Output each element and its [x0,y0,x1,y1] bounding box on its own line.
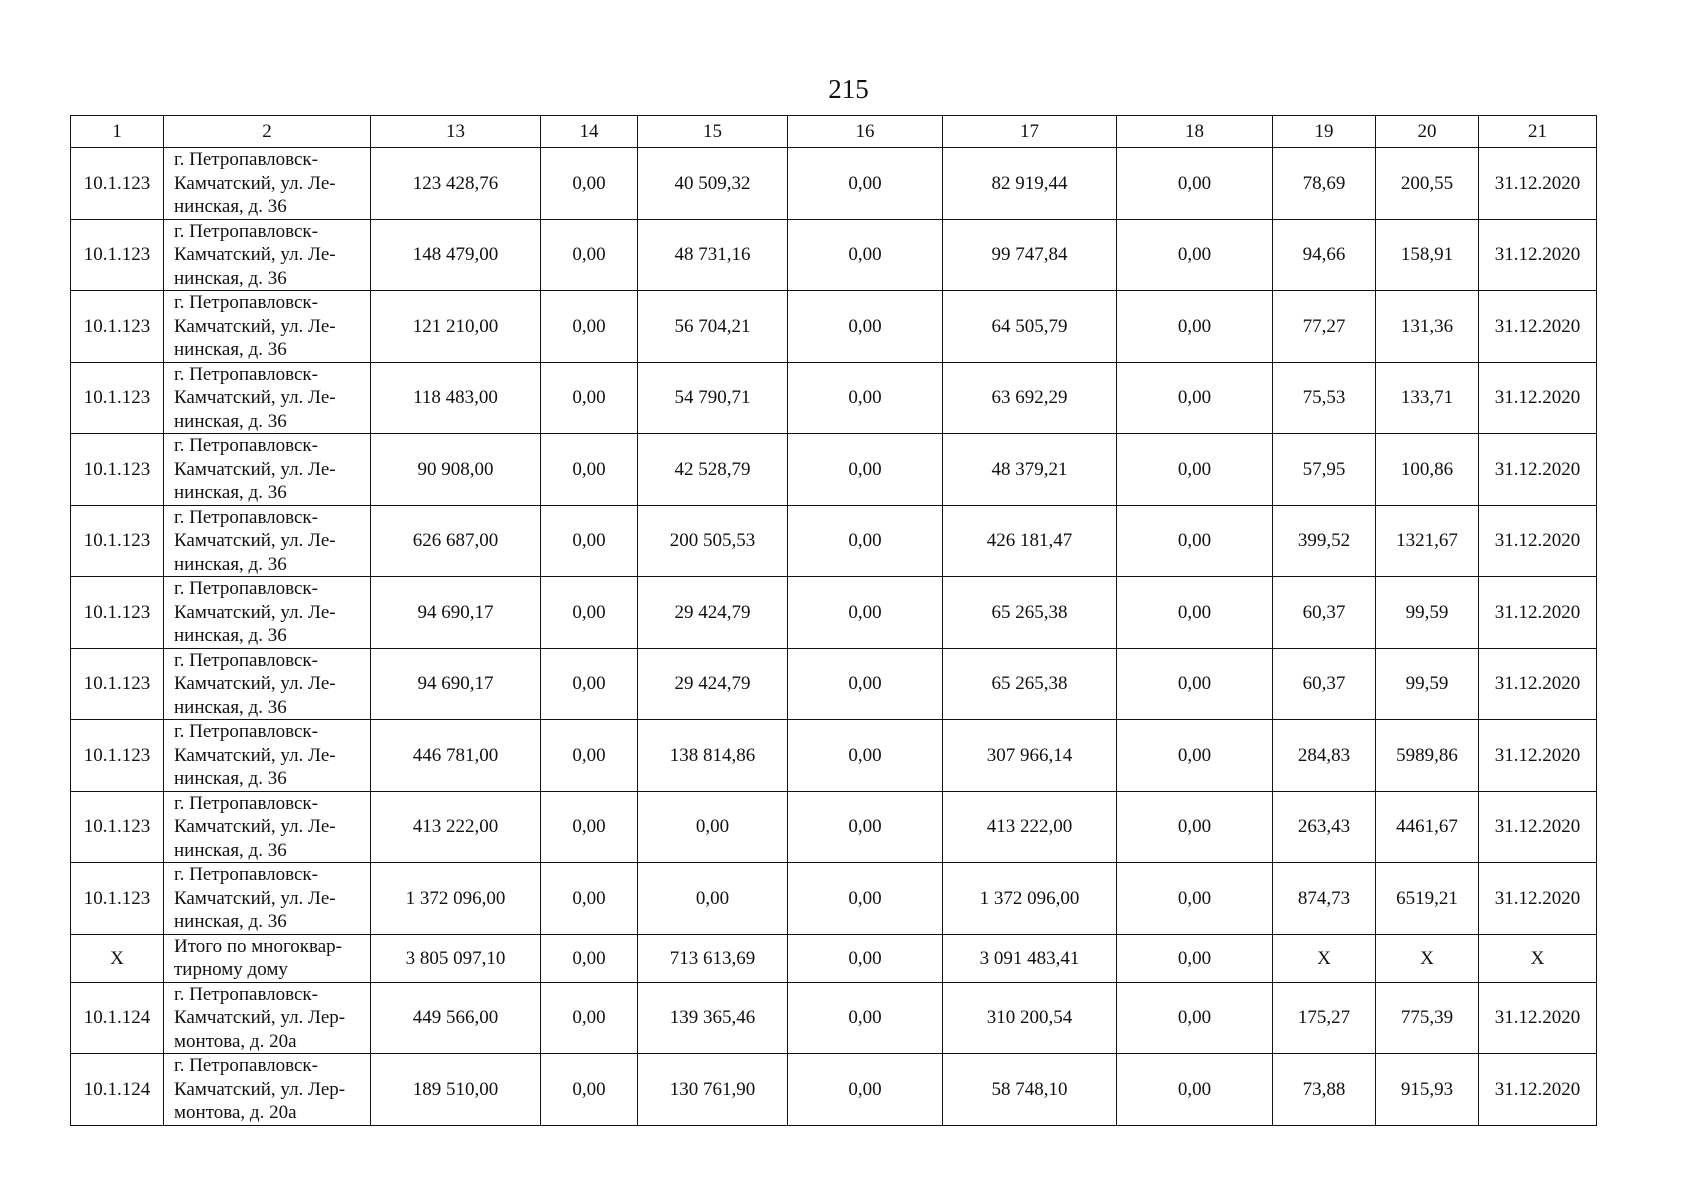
column-header: 15 [638,116,788,148]
cell-col-19: 94,66 [1273,219,1376,291]
address-line: нинская, д. 36 [174,410,287,432]
address-line: Камчатский, ул. Ле- [174,530,336,551]
table-row [71,577,1597,649]
column-header: 17 [943,116,1117,148]
cell-col-15: 29 424,79 [638,648,788,720]
cell-id: 10.1.124 [71,982,164,1054]
cell-col-14: 0,00 [541,577,638,649]
address-line: Камчатский, ул. Ле- [174,744,336,766]
address-line: г. Петропавловск- [174,292,318,313]
cell-col-16: 0,00 [788,219,943,291]
cell-col-15: 138 814,86 [638,720,788,792]
cell-col-17: 307 966,14 [943,720,1117,792]
cell-col-14: 0,00 [541,863,638,935]
cell-col-21: 31.12.2020 [1479,219,1597,291]
column-header: 16 [788,116,943,148]
page-number: 215 [828,74,869,104]
cell-col-16: 0,00 [788,577,943,649]
table-row [71,720,1597,792]
address-line: Камчатский, ул. Ле- [174,887,336,909]
cell-col-13: 123 428,76 [371,148,541,220]
cell-col-21: 31.12.2020 [1479,982,1597,1054]
cell-col-20: 915,93 [1376,1054,1479,1126]
cell-address [164,934,371,982]
address-line: г. Петропавловск- [174,435,318,456]
table-row [71,291,1597,363]
table-row [71,362,1597,434]
column-header: 19 [1273,116,1376,148]
cell-col-20: 5989,86 [1376,720,1479,792]
cell-col-16: 0,00 [788,434,943,506]
table-row [71,1054,1597,1126]
address-line: г. Петропавловск- [174,220,318,242]
cell-address [164,148,371,220]
address-line: Итого по многоквар- [174,935,342,957]
address-line: г. Петропавловск- [174,649,318,671]
cell-col-15: 130 761,90 [638,1054,788,1126]
cell-col-17: 310 200,54 [943,982,1117,1054]
table-body [71,148,1597,1126]
cell-address [164,505,371,577]
cell-id: 10.1.124 [71,1054,164,1126]
cell-id: 10.1.123 [71,791,164,863]
cell-col-16: 0,00 [788,362,943,434]
address-line: г. Петропавловск- [174,363,318,385]
address-line: монтова, д. 20а [174,1030,297,1052]
cell-col-18: 0,00 [1117,934,1273,982]
cell-col-13: 148 479,00 [371,219,541,291]
cell-col-17: 82 919,44 [943,148,1117,220]
cell-col-15: 40 509,32 [638,148,788,220]
cell-col-20: Х [1376,934,1479,982]
cell-col-16: 0,00 [788,863,943,935]
address-line: г. Петропавловск- [174,1055,318,1076]
cell-col-15: 0,00 [638,791,788,863]
cell-col-20: 6519,21 [1376,863,1479,935]
column-header: 21 [1479,116,1597,148]
cell-col-19: 399,52 [1273,505,1376,577]
cell-id: Х [71,934,164,982]
cell-col-13: 626 687,00 [371,505,541,577]
cell-col-14: 0,00 [541,362,638,434]
cell-col-17: 99 747,84 [943,219,1117,291]
cell-col-18: 0,00 [1117,148,1273,220]
cell-col-18: 0,00 [1117,791,1273,863]
cell-col-19: 60,37 [1273,648,1376,720]
address-line: г. Петропавловск- [174,149,318,170]
address-line: нинская, д. 36 [174,696,287,718]
cell-id: 10.1.123 [71,434,164,506]
cell-col-20: 133,71 [1376,362,1479,434]
cell-col-17: 58 748,10 [943,1054,1117,1126]
table-row [71,434,1597,506]
cell-address [164,577,371,649]
cell-col-15: 713 613,69 [638,934,788,982]
column-header: 13 [371,116,541,148]
cell-col-14: 0,00 [541,791,638,863]
cell-col-17: 63 692,29 [943,362,1117,434]
cell-address [164,219,371,291]
cell-col-14: 0,00 [541,1054,638,1126]
cell-col-20: 99,59 [1376,577,1479,649]
table-row [71,791,1597,863]
cell-col-17: 413 222,00 [943,791,1117,863]
cell-col-19: 175,27 [1273,982,1376,1054]
cell-col-17: 426 181,47 [943,505,1117,577]
cell-id: 10.1.123 [71,291,164,363]
cell-col-17: 64 505,79 [943,291,1117,363]
cell-col-18: 0,00 [1117,362,1273,434]
cell-id: 10.1.123 [71,219,164,291]
cell-col-19: 57,95 [1273,434,1376,506]
cell-col-18: 0,00 [1117,219,1273,291]
table-row [71,648,1597,720]
cell-col-14: 0,00 [541,934,638,982]
cell-col-14: 0,00 [541,982,638,1054]
cell-col-13: 446 781,00 [371,720,541,792]
cell-col-15: 29 424,79 [638,577,788,649]
table-row [71,505,1597,577]
cell-id: 10.1.123 [71,720,164,792]
cell-col-15: 0,00 [638,863,788,935]
address-line: Камчатский, ул. Ле- [174,816,336,837]
address-line: нинская, д. 36 [174,339,287,360]
cell-col-13: 94 690,17 [371,648,541,720]
table-row [71,863,1597,935]
cell-col-20: 4461,67 [1376,791,1479,863]
cell-col-21: 31.12.2020 [1479,1054,1597,1126]
cell-col-13: 413 222,00 [371,791,541,863]
cell-col-13: 189 510,00 [371,1054,541,1126]
cell-col-16: 0,00 [788,148,943,220]
address-line: нинская, д. 36 [174,196,287,217]
cell-col-14: 0,00 [541,219,638,291]
cell-col-17: 3 091 483,41 [943,934,1117,982]
column-header: 1 [71,116,164,148]
table-row [71,219,1597,291]
column-header: 14 [541,116,638,148]
cell-id: 10.1.123 [71,148,164,220]
cell-col-19: 284,83 [1273,720,1376,792]
cell-address [164,982,371,1054]
cell-col-17: 65 265,38 [943,648,1117,720]
cell-col-19: Х [1273,934,1376,982]
cell-col-13: 90 908,00 [371,434,541,506]
address-line: тирному дому [174,959,288,980]
total-row [71,934,1597,982]
cell-col-16: 0,00 [788,720,943,792]
cell-col-20: 100,86 [1376,434,1479,506]
cell-address [164,291,371,363]
cell-col-16: 0,00 [788,934,943,982]
cell-col-18: 0,00 [1117,434,1273,506]
cell-address [164,434,371,506]
address-line: нинская, д. 36 [174,482,287,503]
cell-address [164,362,371,434]
address-line: Камчатский, ул. Ле- [174,315,336,337]
cell-col-21: 31.12.2020 [1479,362,1597,434]
cell-id: 10.1.123 [71,863,164,935]
cell-col-21: 31.12.2020 [1479,791,1597,863]
cell-col-21: 31.12.2020 [1479,863,1597,935]
address-line: нинская, д. 36 [174,553,287,575]
cell-col-16: 0,00 [788,982,943,1054]
cell-col-18: 0,00 [1117,720,1273,792]
cell-col-18: 0,00 [1117,648,1273,720]
cell-col-20: 1321,67 [1376,505,1479,577]
cell-col-21: 31.12.2020 [1479,148,1597,220]
cell-col-15: 42 528,79 [638,434,788,506]
cell-col-13: 1 372 096,00 [371,863,541,935]
table-row [71,982,1597,1054]
cell-col-21: 31.12.2020 [1479,577,1597,649]
cell-address [164,720,371,792]
address-line: г. Петропавловск- [174,792,318,814]
cell-col-21: 31.12.2020 [1479,434,1597,506]
header-row [71,116,1597,148]
address-line: нинская, д. 36 [174,768,287,789]
cell-col-16: 0,00 [788,791,943,863]
cell-col-15: 48 731,16 [638,219,788,291]
cell-col-18: 0,00 [1117,291,1273,363]
cell-col-13: 121 210,00 [371,291,541,363]
cell-col-21: 31.12.2020 [1479,648,1597,720]
cell-id: 10.1.123 [71,648,164,720]
address-line: Камчатский, ул. Ле- [174,172,336,194]
cell-col-14: 0,00 [541,720,638,792]
cell-col-16: 0,00 [788,1054,943,1126]
address-line: нинская, д. 36 [174,839,287,861]
cell-col-21: 31.12.2020 [1479,720,1597,792]
cell-col-14: 0,00 [541,434,638,506]
cell-col-14: 0,00 [541,505,638,577]
address-line: нинская, д. 36 [174,625,287,646]
cell-address [164,1054,371,1126]
cell-col-15: 139 365,46 [638,982,788,1054]
column-header: 20 [1376,116,1479,148]
cell-col-18: 0,00 [1117,1054,1273,1126]
cell-col-19: 73,88 [1273,1054,1376,1126]
cell-col-19: 874,73 [1273,863,1376,935]
cell-col-15: 54 790,71 [638,362,788,434]
cell-col-21: 31.12.2020 [1479,291,1597,363]
cell-col-14: 0,00 [541,291,638,363]
cell-col-19: 60,37 [1273,577,1376,649]
address-line: Камчатский, ул. Ле- [174,601,336,623]
address-line: г. Петропавловск- [174,721,318,742]
cell-col-19: 78,69 [1273,148,1376,220]
cell-address [164,791,371,863]
cell-col-13: 118 483,00 [371,362,541,434]
cell-col-18: 0,00 [1117,505,1273,577]
cell-col-13: 3 805 097,10 [371,934,541,982]
table-row [71,148,1597,220]
cell-col-21: 31.12.2020 [1479,505,1597,577]
cell-col-21: Х [1479,934,1597,982]
address-line: г. Петропавловск- [174,506,318,528]
cell-col-14: 0,00 [541,148,638,220]
address-line: Камчатский, ул. Ле- [174,673,336,694]
cell-col-16: 0,00 [788,291,943,363]
cell-address [164,863,371,935]
address-line: Камчатский, ул. Лер- [174,1007,346,1028]
cell-address [164,648,371,720]
cell-col-19: 75,53 [1273,362,1376,434]
address-line: нинская, д. 36 [174,267,287,289]
address-line: монтова, д. 20а [174,1102,297,1123]
cell-col-17: 1 372 096,00 [943,863,1117,935]
column-header: 18 [1117,116,1273,148]
cell-col-20: 200,55 [1376,148,1479,220]
cell-col-16: 0,00 [788,648,943,720]
cell-col-20: 775,39 [1376,982,1479,1054]
cell-col-20: 131,36 [1376,291,1479,363]
cell-col-18: 0,00 [1117,577,1273,649]
cell-id: 10.1.123 [71,505,164,577]
address-line: Камчатский, ул. Лер- [174,1078,346,1100]
cell-col-18: 0,00 [1117,863,1273,935]
cell-col-14: 0,00 [541,648,638,720]
cell-col-17: 48 379,21 [943,434,1117,506]
cell-col-19: 77,27 [1273,291,1376,363]
cell-col-13: 449 566,00 [371,982,541,1054]
cell-col-20: 99,59 [1376,648,1479,720]
address-line: г. Петропавловск- [174,983,318,1005]
cell-id: 10.1.123 [71,362,164,434]
cell-col-20: 158,91 [1376,219,1479,291]
address-line: Камчатский, ул. Ле- [174,244,336,265]
address-line: Камчатский, ул. Ле- [174,387,336,408]
cell-col-15: 56 704,21 [638,291,788,363]
cell-col-15: 200 505,53 [638,505,788,577]
address-line: г. Петропавловск- [174,864,318,885]
cell-id: 10.1.123 [71,577,164,649]
address-line: г. Петропавловск- [174,578,318,599]
cell-col-18: 0,00 [1117,982,1273,1054]
column-header: 2 [164,116,371,148]
data-table [70,115,1597,1126]
cell-col-13: 94 690,17 [371,577,541,649]
cell-col-19: 263,43 [1273,791,1376,863]
cell-col-16: 0,00 [788,505,943,577]
cell-col-17: 65 265,38 [943,577,1117,649]
address-line: нинская, д. 36 [174,911,287,932]
address-line: Камчатский, ул. Ле- [174,458,336,480]
